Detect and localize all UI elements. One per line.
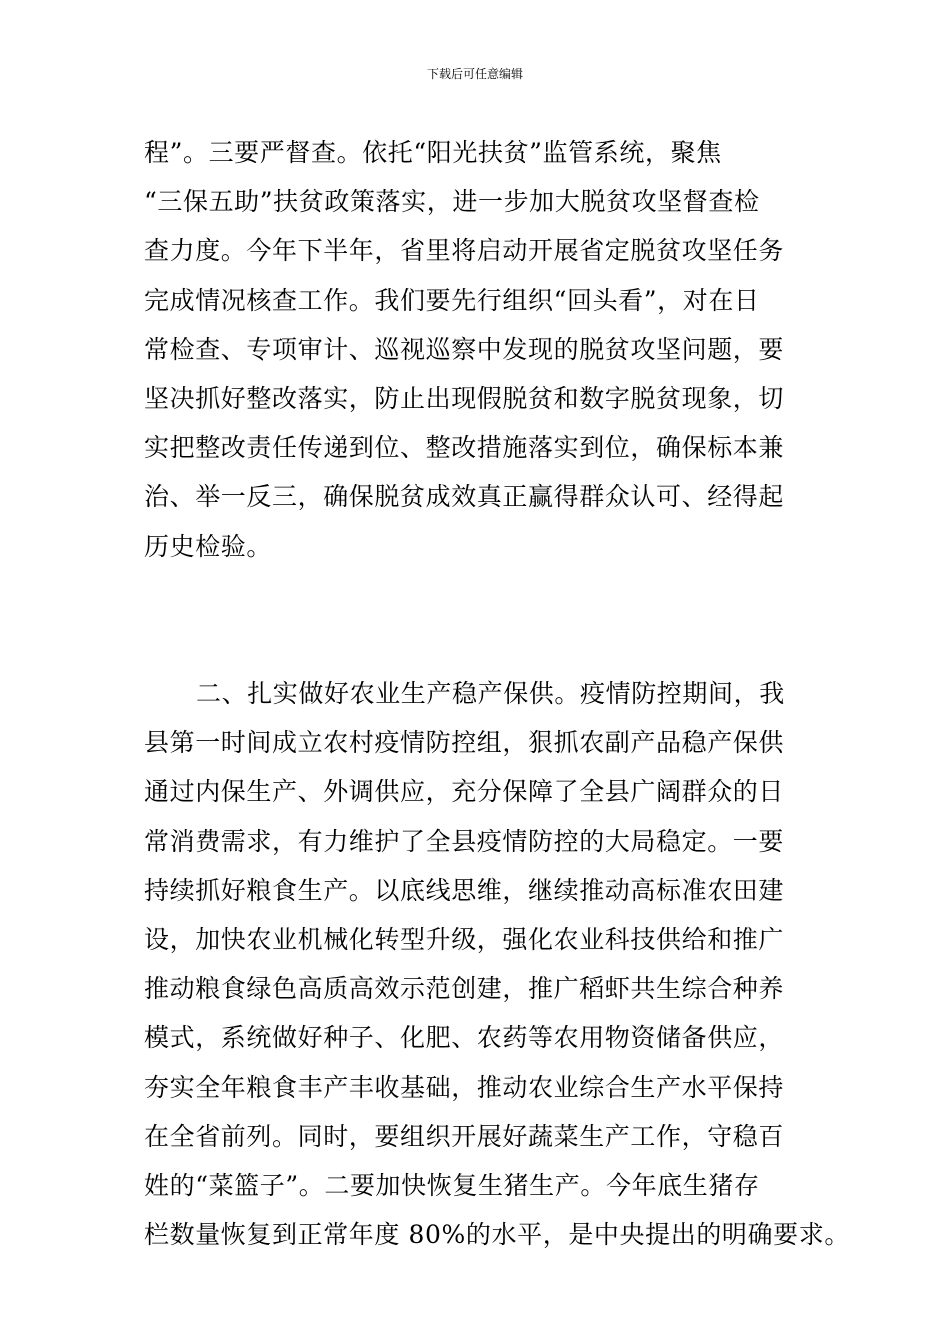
text-line: 坚决抓好整改落实，防止出现假脱贫和数字脱贫现象，切 xyxy=(144,383,785,413)
text-line: “三保五助”扶贫政策落实，进一步加大脱贫攻坚督查检 xyxy=(144,187,760,217)
text-line: 二、扎实做好农业生产稳产保供。疫情防控期间，我 xyxy=(196,679,785,709)
text-line: 栏数量恢复到正常年度 80%的水平，是中央提出的明确要求。 xyxy=(144,1220,850,1250)
text-line: 推动粮食绿色高质高效示范创建，推广稻虾共生综合种养 xyxy=(144,974,785,1004)
text-line: 姓的“菜篮子”。二要加快恢复生猪生产。今年底生猪存 xyxy=(144,1170,760,1200)
text-line: 通过内保生产、外调供应，充分保障了全县广阔群众的日 xyxy=(144,777,785,807)
text-line: 模式，系统做好种子、化肥、农药等农用物资储备供应， xyxy=(144,1023,785,1053)
text-line: 在全省前列。同时，要组织开展好蔬菜生产工作，守稳百 xyxy=(144,1121,785,1151)
text-line: 夯实全年粮食丰产丰收基础，推动农业综合生产水平保持 xyxy=(144,1072,785,1102)
text-line: 治、举一反三，确保脱贫成效真正赢得群众认可、经得起 xyxy=(144,482,785,512)
text-line: 查力度。今年下半年，省里将启动开展省定脱贫攻坚任务 xyxy=(144,236,785,266)
text-line: 常消费需求，有力维护了全县疫情防控的大局稳定。一要 xyxy=(144,826,785,856)
text-line: 县第一时间成立农村疫情防控组，狠抓农副产品稳产保供 xyxy=(144,728,785,758)
text-line: 程”。三要严督查。依托“阳光扶贫”监管系统，聚焦 xyxy=(144,138,722,167)
text-line: 设，加快农业机械化转型升级，强化农业科技供给和推广 xyxy=(144,925,785,954)
page-header-note: 下载后可任意编辑 xyxy=(426,67,523,81)
document-body xyxy=(144,128,850,1259)
text-line: 历史检验。 xyxy=(144,531,273,561)
paragraph-2 xyxy=(144,669,850,1259)
text-line: 完成情况核查工作。我们要先行组织“回头看”，对在日 xyxy=(144,285,760,315)
paragraph-1 xyxy=(144,128,844,571)
paragraph-spacer xyxy=(144,571,844,620)
text-line: 常检查、专项审计、巡视巡察中发现的脱贫攻坚问题，要 xyxy=(144,334,785,364)
paragraph-spacer xyxy=(144,620,844,669)
text-line: 持续抓好粮食生产。以底线思维，继续推动高标准农田建 xyxy=(144,875,785,905)
text-line: 实把整改责任传递到位、整改措施落实到位，确保标本兼 xyxy=(144,433,785,463)
